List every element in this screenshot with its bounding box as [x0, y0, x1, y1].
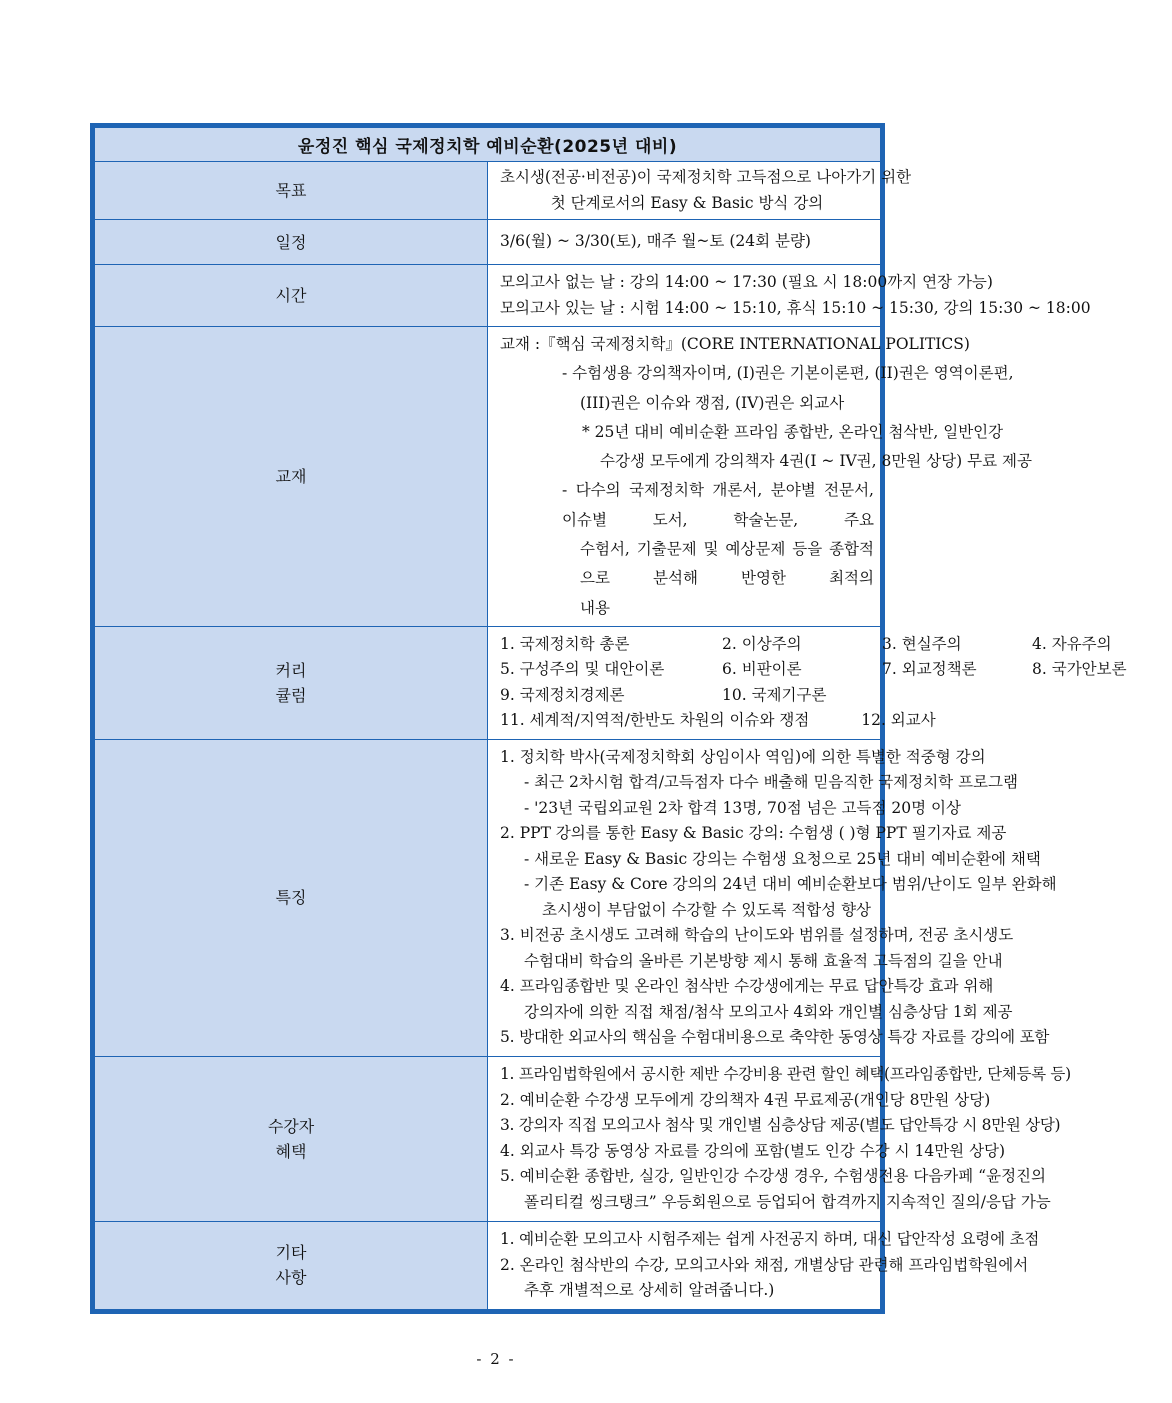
benefits-line: 폴리티컬 씽크탱크” 우등회원으로 등업되어 합격까지 지속적인 질의/응답 가능	[524, 1192, 1051, 1211]
curriculum-item: 12. 외교사	[861, 711, 936, 730]
features-line: - 새로운 Easy & Basic 강의는 수험생 요청으로 25년 대비 예비순환에 채택	[524, 849, 1041, 868]
textbook-line: * 25년 대비 예비순환 프라임 종합반, 온라인 첨삭반, 일반인강	[582, 422, 1004, 441]
time-label: 시간	[95, 265, 488, 327]
benefits-line: 5. 예비순환 종합반, 실강, 일반인강 수강생 경우, 수험생전용 다음카페 “윤정진의	[500, 1167, 1047, 1186]
curriculum-item: 1. 국제정치학 총론	[500, 634, 630, 653]
features-line: 4. 프라임종합반 및 온라인 첨삭반 수강생에게는 무료 답안특강 효과 위해	[500, 977, 994, 996]
benefits-label-line: 혜택	[275, 1141, 307, 1161]
textbook-line: 수험서, 기출문제 및 예상문제 등을 종합적으로 분석해 반영한 최적의	[580, 540, 874, 588]
schedule-text: 3/6(월) ~ 3/30(토), 매주 월~토 (24회 분량)	[500, 232, 811, 251]
time-line: 모의고사 없는 날 : 강의 14:00 ~ 17:30 (필요 시 18:00까지 연장 가능)	[500, 273, 993, 291]
curriculum-label-line: 커리	[275, 660, 307, 680]
curriculum-item: 7. 외교정책론	[882, 660, 977, 679]
features-content	[488, 739, 1057, 1056]
curriculum-item: 5. 구성주의 및 대안이론	[500, 660, 665, 679]
etc-content	[488, 1221, 1040, 1309]
etc-label	[95, 1221, 488, 1309]
goal-line: 초시생(전공·비전공)이 국제정치학 고득점으로 나아가기 위한	[500, 168, 912, 186]
etc-label-line: 기타	[275, 1243, 307, 1263]
textbook-line: - 다수의 국제정치학 개론서, 분야별 전문서, 이슈별 도서, 학술논문, 주요	[562, 481, 874, 529]
table-title: 윤정진 핵심 국제정치학 예비순환(2025년 대비)	[95, 128, 881, 162]
goal-line: 첫 단계로서의 Easy & Basic 방식 강의	[550, 193, 824, 212]
features-line: 2. PPT 강의를 통한 Easy & Basic 강의: 수험생 ( )형 PPT 필기자료 제공	[500, 824, 1007, 843]
textbook-content	[488, 327, 1032, 627]
curriculum-item: 10. 국제기구론	[722, 685, 827, 704]
features-line: 수험대비 학습의 올바른 기본방향 제시 통해 효율적 고득점의 길을 안내	[524, 951, 1003, 970]
benefits-content	[488, 1056, 1071, 1221]
features-line: 강의자에 의한 직접 채점/첨삭 모의고사 4회와 개인별 심층상담 1회 제공	[524, 1002, 1013, 1021]
features-line: 5. 방대한 외교사의 핵심을 수험대비용으로 축약한 동영상 특강 자료를 강의에 포함	[500, 1028, 1050, 1047]
curriculum-row	[500, 632, 1112, 658]
textbook-line: 교재 :『핵심 국제정치학』(CORE INTERNATIONAL POLITICS)	[500, 335, 970, 353]
features-label: 특징	[95, 739, 488, 1056]
goal-content	[488, 162, 912, 220]
schedule-label: 일정	[95, 220, 488, 265]
course-info-table	[90, 123, 1127, 1314]
benefits-label	[95, 1056, 488, 1221]
curriculum-row	[500, 708, 936, 734]
page-number: - 2 -	[476, 1350, 516, 1368]
textbook-line: 내용	[580, 598, 610, 617]
curriculum-label-line: 큘럼	[275, 685, 307, 705]
benefits-label-line: 수강자	[267, 1116, 315, 1136]
curriculum-item: 11. 세계적/지역적/한반도 차원의 이슈와 쟁점	[500, 711, 810, 730]
textbook-line: - 수험생용 강의책자이며, (I)권은 기본이론편, (II)권은 영역이론편,	[562, 364, 1014, 383]
features-line: 1. 정치학 박사(국제정치학회 상임이사 역임)에 의한 특별한 적중형 강의	[500, 747, 986, 766]
features-line: 3. 비전공 초시생도 고려해 학습의 난이도와 범위를 설정하며, 전공 초시생도	[500, 926, 1014, 945]
curriculum-row	[500, 657, 1127, 683]
etc-line: 2. 온라인 첨삭반의 수강, 모의고사와 채점, 개별상담 관련해 프라임법학원에서	[500, 1255, 1029, 1274]
features-line: 초시생이 부담없이 수강할 수 있도록 적합성 향상	[542, 900, 872, 919]
textbook-line: 수강생 모두에게 강의책자 4권(I ~ IV권, 8만원 상당) 무료 제공	[600, 452, 1032, 471]
curriculum-row	[500, 683, 874, 709]
curriculum-item: 6. 비판이론	[722, 660, 802, 679]
benefits-line: 3. 강의자 직접 모의고사 첨삭 및 개인별 심층상담 제공(별도 답안특강 시 8만원 상당)	[500, 1116, 1061, 1135]
curriculum-item: 4. 자유주의	[1032, 634, 1112, 653]
benefits-line: 1. 프라임법학원에서 공시한 제반 수강비용 관련 할인 혜택(프라임종합반, 단체등록 등)	[500, 1065, 1071, 1084]
curriculum-label	[95, 626, 488, 739]
features-line: - 기존 Easy & Core 강의의 24년 대비 예비순환보다 범위/난이도 일부 완화해	[524, 875, 1057, 894]
benefits-line: 2. 예비순환 수강생 모두에게 강의책자 4권 무료제공(개인당 8만원 상당)	[500, 1090, 991, 1109]
textbook-line: (III)권은 이슈와 쟁점, (IV)권은 외교사	[580, 393, 845, 412]
etc-line: 1. 예비순환 모의고사 시험주제는 쉽게 사전공지 하며, 대신 답안작성 요령에 초점	[500, 1230, 1040, 1249]
time-content	[488, 265, 1091, 327]
features-line: - 최근 2차시험 합격/고득점자 다수 배출해 믿음직한 국제정치학 프로그램	[524, 773, 1018, 792]
curriculum-item: 3. 현실주의	[882, 634, 962, 653]
curriculum-content	[488, 626, 1127, 739]
textbook-label: 교재	[95, 327, 488, 627]
etc-label-line: 사항	[275, 1268, 307, 1288]
time-line: 모의고사 있는 날 : 시험 14:00 ~ 15:10, 휴식 15:10 ~ 15:30, 강의 15:30 ~ 18:00	[500, 298, 1091, 317]
goal-label: 목표	[95, 162, 488, 220]
schedule-content	[488, 220, 881, 265]
benefits-line: 4. 외교사 특강 동영상 자료를 강의에 포함(별도 인강 수강 시 14만원 상당)	[500, 1141, 1006, 1160]
features-line: - '23년 국립외교원 2차 합격 13명, 70점 넘은 고득점 20명 이상	[524, 798, 961, 817]
curriculum-item: 2. 이상주의	[722, 634, 802, 653]
etc-line: 추후 개별적으로 상세히 알려줍니다.)	[524, 1281, 775, 1300]
curriculum-item: 8. 국가안보론	[1032, 660, 1127, 679]
curriculum-item: 9. 국제정치경제론	[500, 685, 625, 704]
